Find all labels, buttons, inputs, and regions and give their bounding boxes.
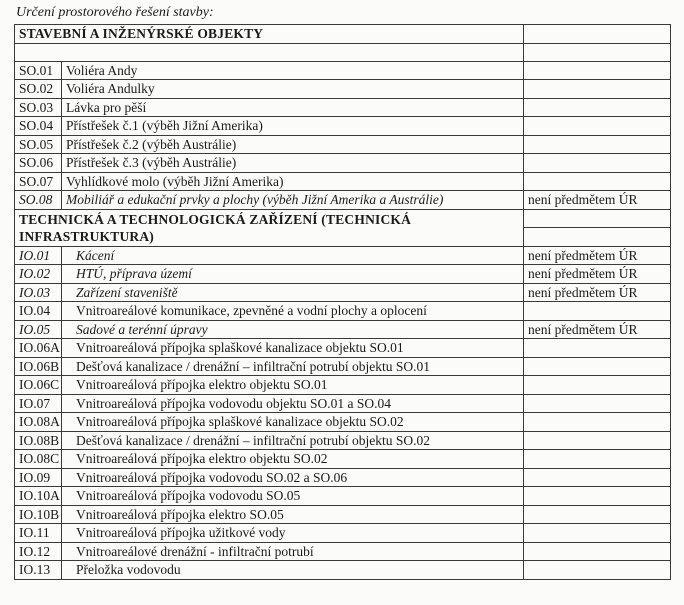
object-note xyxy=(524,154,671,173)
object-note: není předmětem ÚR xyxy=(524,191,671,210)
object-code: IO.02 xyxy=(15,265,62,284)
table-row xyxy=(15,80,671,99)
object-note xyxy=(524,450,671,469)
object-code: IO.13 xyxy=(15,561,62,580)
note-cell xyxy=(524,209,671,228)
object-note xyxy=(524,431,671,450)
object-note xyxy=(524,524,671,543)
object-code: IO.06A xyxy=(15,339,62,358)
object-code: IO.10A xyxy=(15,487,62,506)
object-note xyxy=(524,505,671,524)
object-code: IO.04 xyxy=(15,302,62,321)
table-row xyxy=(15,487,671,506)
object-code: SO.02 xyxy=(15,80,62,99)
table-row xyxy=(15,431,671,450)
object-name: Přístřešek č.3 (výběh Austrálie) xyxy=(62,154,524,173)
table-row xyxy=(15,135,671,154)
table-row xyxy=(15,394,671,413)
object-name: Přeložka vodovodu xyxy=(62,561,524,580)
object-note xyxy=(524,172,671,191)
object-name: Vnitroareálová přípojka splaškové kanalizace objektu SO.02 xyxy=(62,413,524,432)
table-row xyxy=(15,376,671,395)
object-note xyxy=(524,394,671,413)
object-name: Voliéra Andulky xyxy=(62,80,524,99)
spacer-row xyxy=(15,43,671,61)
table-row xyxy=(15,265,671,284)
object-code: SO.06 xyxy=(15,154,62,173)
object-name: Přístřešek č.2 (výběh Austrálie) xyxy=(62,135,524,154)
section-header-row xyxy=(15,209,671,228)
object-note xyxy=(524,376,671,395)
object-note: není předmětem ÚR xyxy=(524,265,671,284)
object-note xyxy=(524,80,671,99)
object-name: Mobiliář a edukační prvky a plochy (výběh Jižní Amerika a Austrálie) xyxy=(62,191,524,210)
object-name: Vnitroareálová přípojka užitkové vody xyxy=(62,524,524,543)
object-name: Kácení xyxy=(62,246,524,265)
object-name: Dešťová kanalizace / drenážní – infiltrační potrubí objektu SO.01 xyxy=(62,357,524,376)
object-code: SO.01 xyxy=(15,61,62,80)
object-code: IO.06C xyxy=(15,376,62,395)
object-code: IO.09 xyxy=(15,468,62,487)
object-code: IO.08B xyxy=(15,431,62,450)
object-note xyxy=(524,357,671,376)
object-name: Voliéra Andy xyxy=(62,61,524,80)
object-name: Vnitroareálová přípojka vodovodu SO.02 a SO.06 xyxy=(62,468,524,487)
table-row xyxy=(15,542,671,561)
object-code: IO.06B xyxy=(15,357,62,376)
table-row xyxy=(15,413,671,432)
object-code: SO.08 xyxy=(15,191,62,210)
table-row xyxy=(15,320,671,339)
io-rows xyxy=(15,246,671,579)
object-code: IO.07 xyxy=(15,394,62,413)
object-code: IO.12 xyxy=(15,542,62,561)
object-name: Vnitroareálová přípojka elektro SO.05 xyxy=(62,505,524,524)
object-name: Vnitroareálová přípojka elektro objektu SO.01 xyxy=(62,376,524,395)
table-row xyxy=(15,98,671,117)
section-heading: STAVEBNÍ A INŽENÝRSKÉ OBJEKTY xyxy=(15,25,524,44)
object-note: není předmětem ÚR xyxy=(524,246,671,265)
object-note xyxy=(524,302,671,321)
object-note: není předmětem ÚR xyxy=(524,283,671,302)
so-rows xyxy=(15,61,671,209)
objects-table xyxy=(14,24,671,580)
object-code: SO.03 xyxy=(15,98,62,117)
note-cell xyxy=(524,228,671,247)
object-note xyxy=(524,561,671,580)
object-code: SO.05 xyxy=(15,135,62,154)
table-row xyxy=(15,524,671,543)
object-note xyxy=(524,468,671,487)
table-row xyxy=(15,283,671,302)
table-row xyxy=(15,468,671,487)
object-note xyxy=(524,135,671,154)
object-code: IO.08A xyxy=(15,413,62,432)
object-name: Vnitroareálové drenážní - infiltrační potrubí xyxy=(62,542,524,561)
page-title: Určení prostorového řešení stavby: xyxy=(16,5,214,20)
table-row xyxy=(15,246,671,265)
object-code: IO.01 xyxy=(15,246,62,265)
object-name: HTÚ, příprava území xyxy=(62,265,524,284)
object-name: Vnitroareálová přípojka vodovodu objektu SO.01 a SO.04 xyxy=(62,394,524,413)
object-code: IO.08C xyxy=(15,450,62,469)
table-row xyxy=(15,117,671,136)
table-row xyxy=(15,505,671,524)
object-note xyxy=(524,542,671,561)
object-name: Vnitroareálová přípojka vodovodu SO.05 xyxy=(62,487,524,506)
object-name: Dešťová kanalizace / drenážní – infiltrační potrubí objektu SO.02 xyxy=(62,431,524,450)
table-row xyxy=(15,61,671,80)
object-note xyxy=(524,487,671,506)
object-note xyxy=(524,339,671,358)
table-row xyxy=(15,191,671,210)
object-note: není předmětem ÚR xyxy=(524,320,671,339)
object-name: Lávka pro pěší xyxy=(62,98,524,117)
table-row xyxy=(15,172,671,191)
section-heading: TECHNICKÁ A TECHNOLOGICKÁ ZAŘÍZENÍ (TECHNICKÁ INFRASTRUKTURA) xyxy=(15,209,524,246)
object-note xyxy=(524,61,671,80)
object-code: IO.10B xyxy=(15,505,62,524)
object-code: IO.11 xyxy=(15,524,62,543)
object-name: Vnitroareálová přípojka elektro objektu SO.02 xyxy=(62,450,524,469)
object-code: IO.05 xyxy=(15,320,62,339)
object-name: Přístřešek č.1 (výběh Jižní Amerika) xyxy=(62,117,524,136)
object-name: Sadové a terénní úpravy xyxy=(62,320,524,339)
object-note xyxy=(524,413,671,432)
object-name: Vyhlídkové molo (výběh Jižní Amerika) xyxy=(62,172,524,191)
object-note xyxy=(524,98,671,117)
table-row xyxy=(15,302,671,321)
object-code: SO.04 xyxy=(15,117,62,136)
note-cell xyxy=(524,25,671,44)
table-row xyxy=(15,339,671,358)
object-name: Vnitroareálová přípojka splaškové kanalizace objektu SO.01 xyxy=(62,339,524,358)
table-row xyxy=(15,561,671,580)
object-name: Vnitroareálové komunikace, zpevněné a vodní plochy a oplocení xyxy=(62,302,524,321)
table-row xyxy=(15,154,671,173)
object-code: SO.07 xyxy=(15,172,62,191)
object-code: IO.03 xyxy=(15,283,62,302)
object-name: Zařízení staveniště xyxy=(62,283,524,302)
table-row xyxy=(15,357,671,376)
section-header-row xyxy=(15,25,671,44)
table-row xyxy=(15,450,671,469)
object-note xyxy=(524,117,671,136)
